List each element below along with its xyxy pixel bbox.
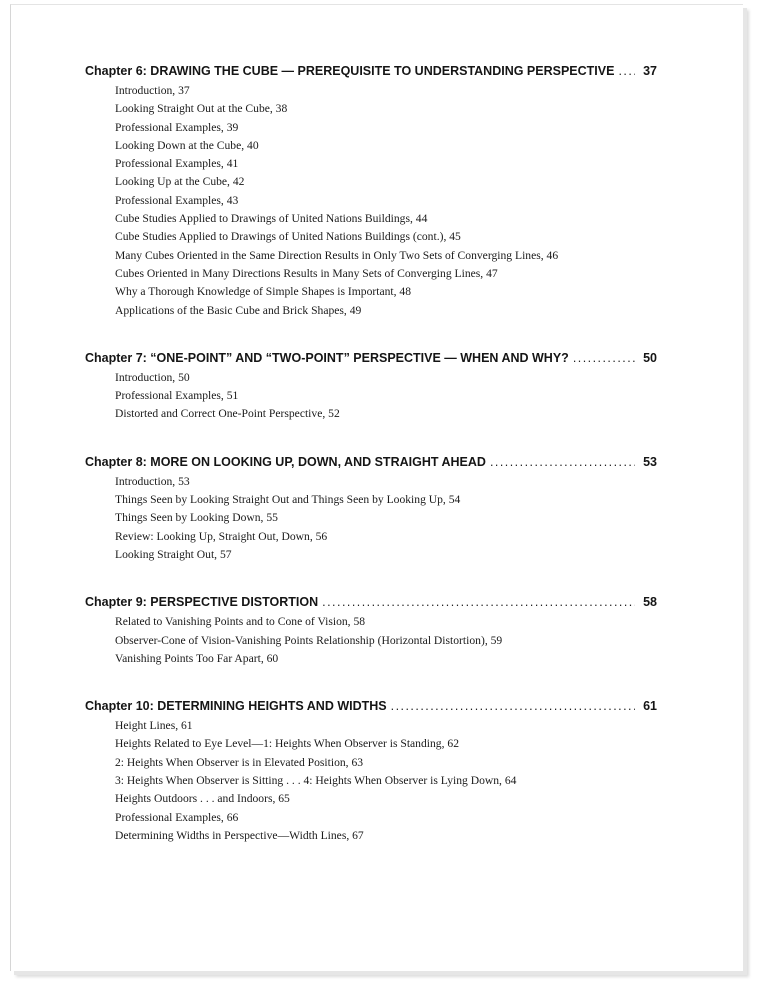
section-entry: Introduction, 50	[115, 370, 190, 384]
dot-leader	[618, 61, 635, 81]
section-entry: Introduction, 53	[115, 474, 190, 488]
section-entry: Height Lines, 61	[115, 719, 193, 733]
section-entry: Distorted and Correct One-Point Perspective, 52	[115, 407, 340, 421]
section-entry: 2: Heights When Observer is in Elevated Position, 63	[115, 755, 364, 769]
section-entry: Heights Related to Eye Level—1: Heights When Observer is Standing, 62	[115, 737, 459, 751]
chapter-heading	[85, 348, 657, 368]
section-entry: Things Seen by Looking Straight Out and Things Seen by Looking Up, 54	[115, 493, 461, 507]
section-entry: Looking Straight Out, 57	[115, 547, 232, 561]
chapter-page-number: 37	[643, 64, 657, 78]
chapter-page-number: 58	[643, 595, 657, 610]
chapter-page-number: 50	[643, 350, 657, 365]
chapter-heading	[85, 696, 657, 716]
section-entry: Related to Vanishing Points and to Cone of Vision, 58	[115, 615, 366, 629]
section-entry: Professional Examples, 43	[115, 193, 239, 207]
table-of-contents	[85, 61, 657, 873]
dot-leader	[391, 696, 635, 716]
dot-leader	[322, 592, 635, 612]
chapter-title: Chapter 8: MORE ON LOOKING UP, DOWN, AND STRAIGHT AHEAD	[85, 454, 486, 469]
chapter-heading	[85, 61, 657, 81]
section-entry: 3: Heights When Observer is Sitting . . . 4: Heights When Observer is Lying Down, 64	[115, 774, 517, 788]
section-entry: Many Cubes Oriented in the Same Direction Results in Only Two Sets of Converging Lines, 46	[115, 248, 559, 262]
section-entry: Cube Studies Applied to Drawings of United Nations Buildings, 44	[115, 212, 428, 226]
section-entry: Heights Outdoors . . . and Indoors, 65	[115, 792, 290, 806]
chapter-title: Chapter 7: “ONE-POINT” AND “TWO-POINT” PERSPECTIVE — WHEN AND WHY?	[85, 350, 569, 365]
section-entry: Professional Examples, 39	[115, 120, 239, 134]
chapter-9-section	[85, 592, 657, 668]
section-entry: Introduction, 37	[115, 84, 190, 97]
dot-leader	[573, 348, 635, 368]
chapter-10-section	[85, 696, 657, 845]
chapter-heading	[85, 452, 657, 472]
section-entry: Observer-Cone of Vision-Vanishing Points Relationship (Horizontal Distortion), 59	[115, 633, 503, 647]
section-entry: Review: Looking Up, Straight Out, Down, 56	[115, 529, 328, 543]
chapter-8-section	[85, 452, 657, 564]
section-list	[85, 82, 657, 320]
chapter-page-number: 61	[643, 699, 657, 714]
section-entry: Things Seen by Looking Down, 55	[115, 511, 278, 525]
section-entry: Vanishing Points Too Far Apart, 60	[115, 651, 279, 665]
chapter-page-number: 53	[643, 454, 657, 469]
section-entry: Cubes Oriented in Many Directions Results in Many Sets of Converging Lines, 47	[115, 266, 498, 280]
chapter-6-section	[85, 61, 657, 320]
chapter-heading	[85, 592, 657, 612]
section-entry: Professional Examples, 66	[115, 810, 239, 824]
section-list	[85, 369, 657, 424]
section-entry: Applications of the Basic Cube and Brick Shapes, 49	[115, 303, 362, 317]
section-entry: Cube Studies Applied to Drawings of United Nations Buildings (cont.), 45	[115, 230, 461, 244]
chapter-title: Chapter 9: PERSPECTIVE DISTORTION	[85, 595, 319, 610]
section-list	[85, 613, 657, 668]
chapter-title: Chapter 6: DRAWING THE CUBE — PREREQUISITE TO UNDERSTANDING PERSPECTIVE	[85, 64, 615, 78]
section-list	[85, 473, 657, 564]
chapter-7-section	[85, 348, 657, 424]
section-entry: Looking Down at the Cube, 40	[115, 138, 259, 152]
section-entry: Why a Thorough Knowledge of Simple Shapes is Important, 48	[115, 285, 412, 299]
chapter-title: Chapter 10: DETERMINING HEIGHTS AND WIDTHS	[85, 699, 387, 714]
section-entry: Determining Widths in Perspective—Width Lines, 67	[115, 828, 364, 842]
section-list	[85, 717, 657, 845]
section-entry: Looking Up at the Cube, 42	[115, 175, 245, 189]
section-entry: Professional Examples, 41	[115, 157, 239, 171]
section-entry: Professional Examples, 51	[115, 389, 239, 403]
document-page	[10, 4, 743, 971]
dot-leader	[490, 452, 635, 472]
section-entry: Looking Straight Out at the Cube, 38	[115, 102, 288, 116]
